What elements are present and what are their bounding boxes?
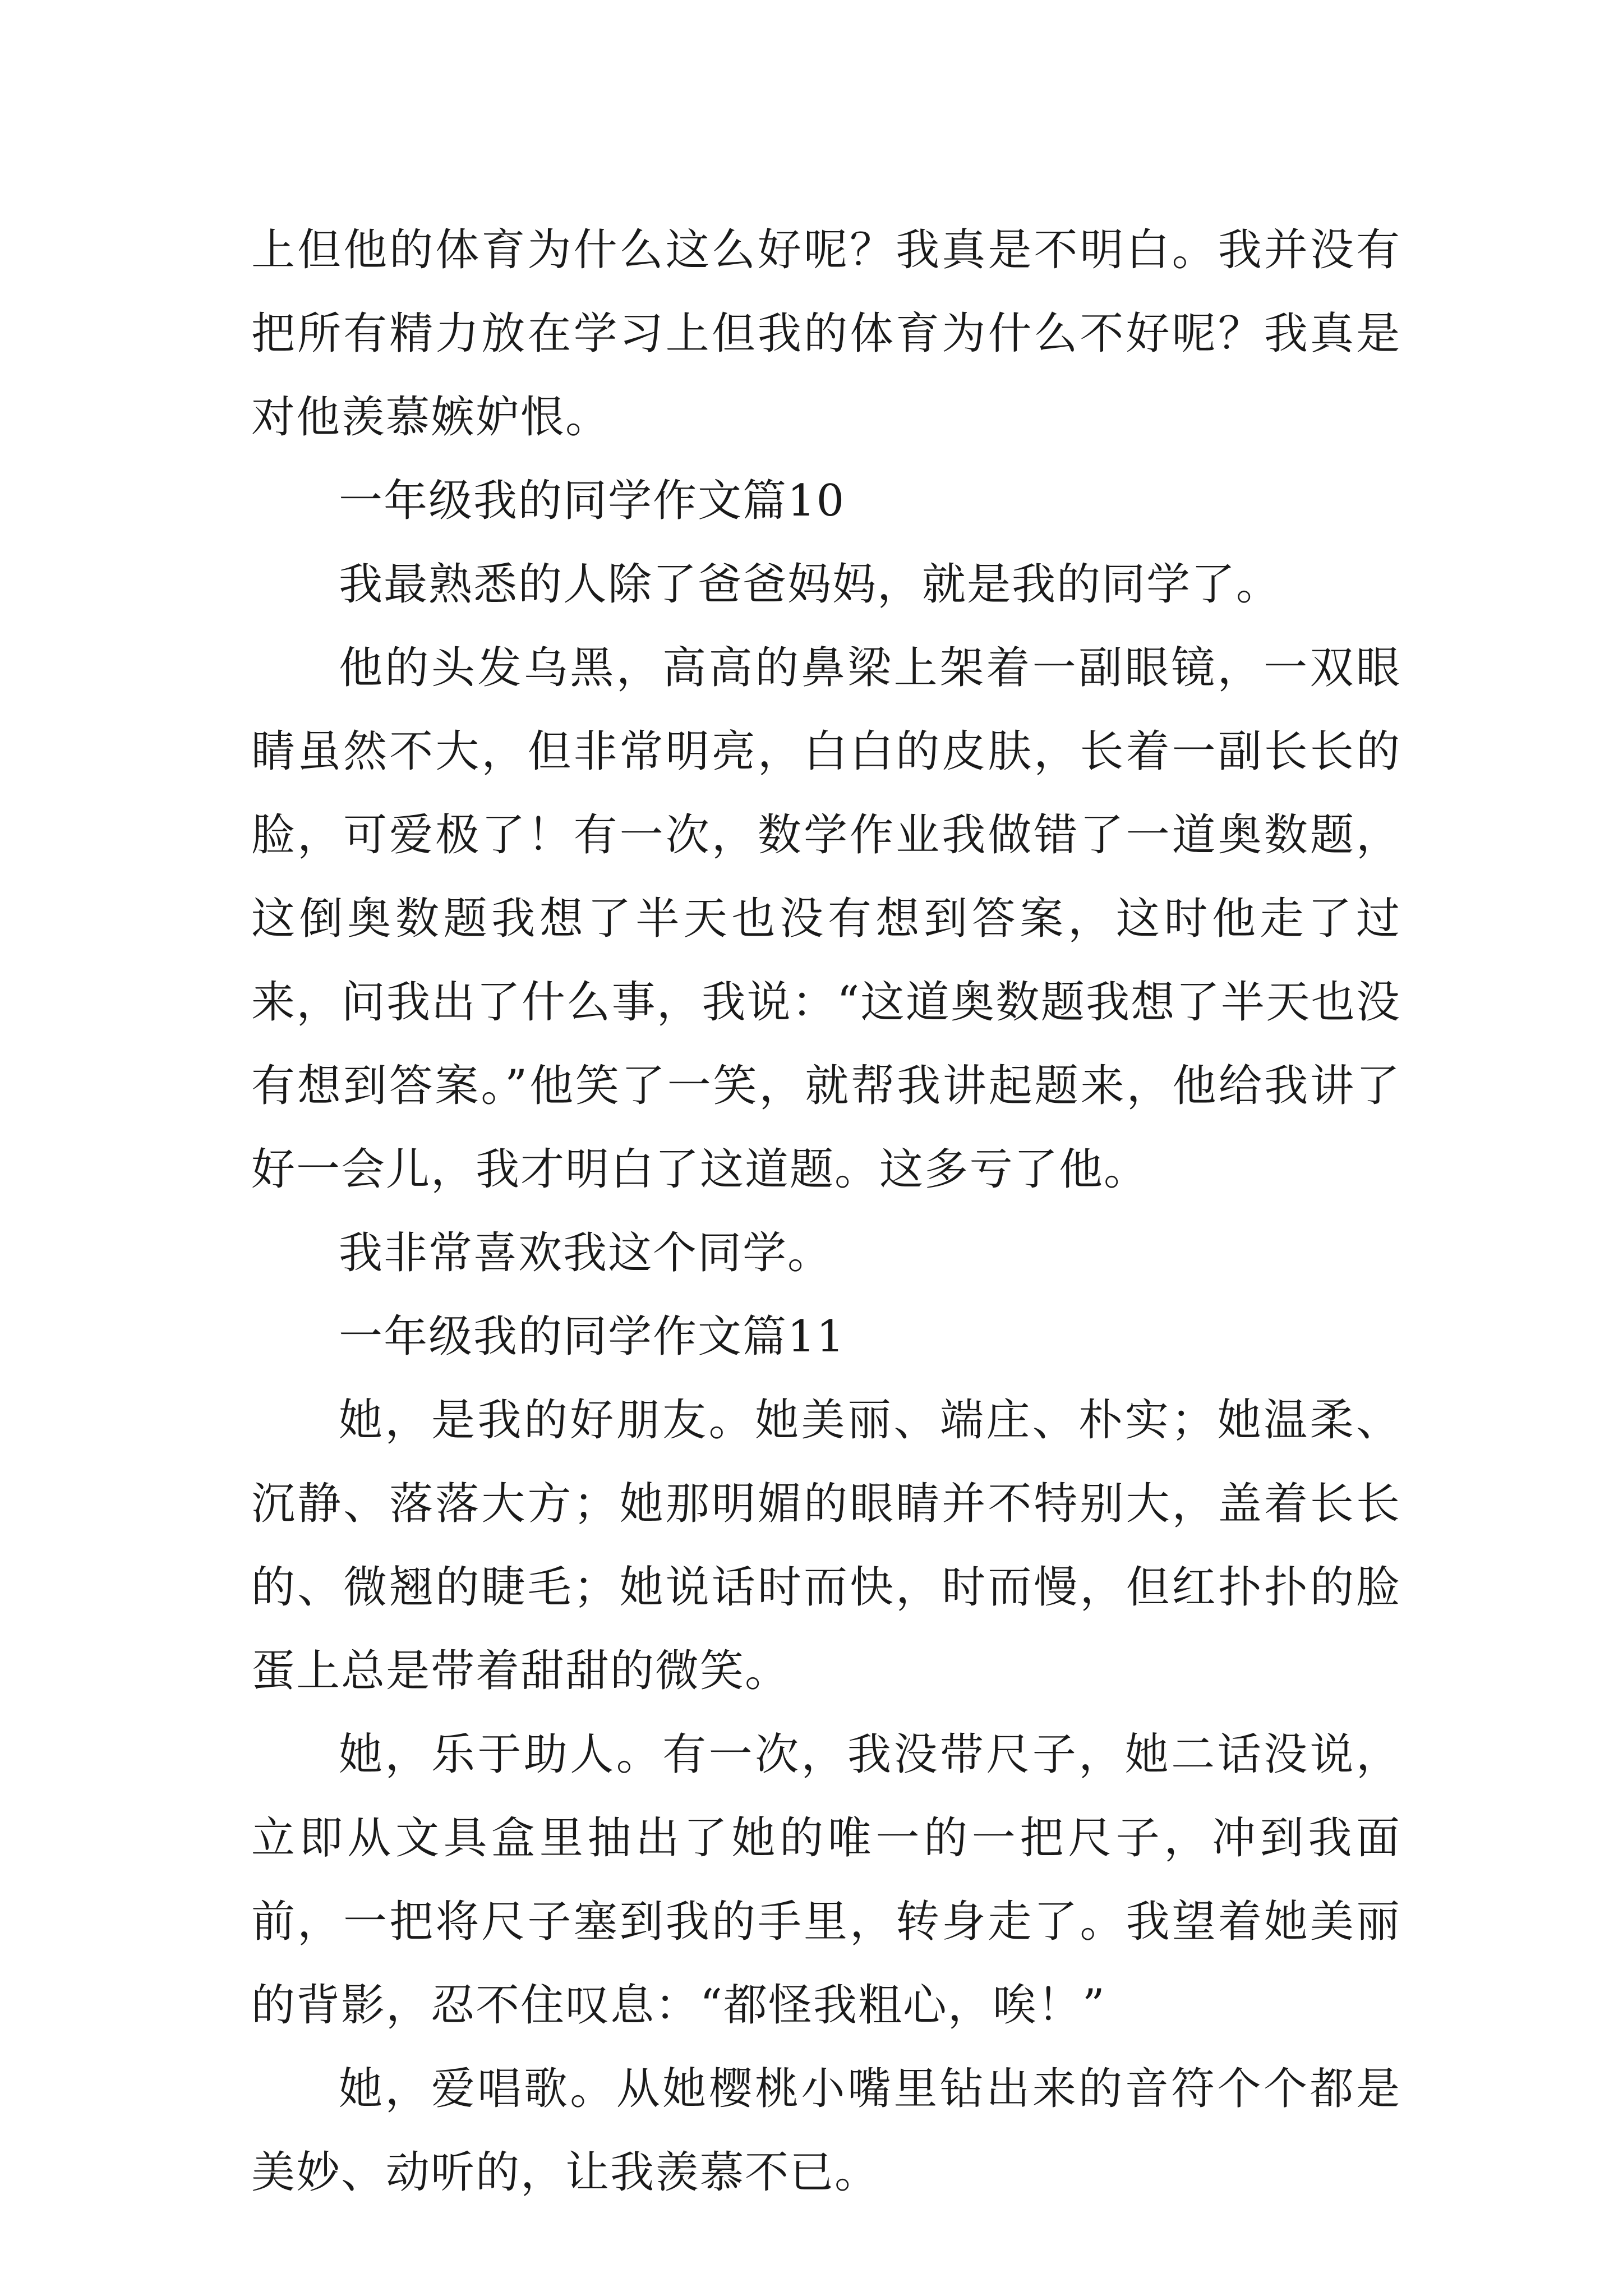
paragraph: 她，乐于助人。有一次，我没带尺子，她二话没说，立即从文具盒里抽出了她的唯一的一把尺子，冲到我面前，一把将尺子塞到我的手里，转身走了。我望着她美丽的背影，忍不住叹息：“都怪我粗心，唉！” xyxy=(251,1729,1401,2031)
document-body xyxy=(251,209,1401,2215)
paragraph: 我非常喜欢我这个同学。 xyxy=(339,1228,833,1278)
paragraph: 她，爱唱歌。从她樱桃小嘴里钻出来的音符个个都是美妙、动听的，让我羡慕不已。 xyxy=(251,2064,1401,2198)
paragraph: 我最熟悉的人除了爸爸妈妈，就是我的同学了。 xyxy=(339,559,1281,610)
paragraph-continuation: 上但他的体育为什么这么好呢？我真是不明白。我并没有把所有精力放在学习上但我的体育为什么不好呢？我真是对他羡慕嫉妒恨。 xyxy=(251,225,1401,443)
paragraph: 她，是我的好朋友。她美丽、端庄、朴实；她温柔、沉静、落落大方；她那明媚的眼睛并不特别大，盖着长长的、微翘的睫毛；她说话时而快，时而慢，但红扑扑的脸蛋上总是带着甜甜的微笑。 xyxy=(251,1395,1401,1696)
section-heading-10: 一年级我的同学作文篇10 xyxy=(339,476,846,526)
section-heading-11: 一年级我的同学作文篇11 xyxy=(339,1312,846,1362)
paragraph: 他的头发乌黑，高高的鼻梁上架着一副眼镜，一双眼睛虽然不大，但非常明亮，白白的皮肤，长着一副长长的脸，可爱极了！有一次，数学作业我做错了一道奥数题，这倒奥数题我想了半天也没有想到答案，这时他走了过来，问我出了什么事，我说：“这道奥数题我想了半天也没有想到答案。”他笑了一笑，就帮我讲起题来，他给我讲了好一会儿，我才明白了这道题。这多亏了他。 xyxy=(251,643,1401,1195)
